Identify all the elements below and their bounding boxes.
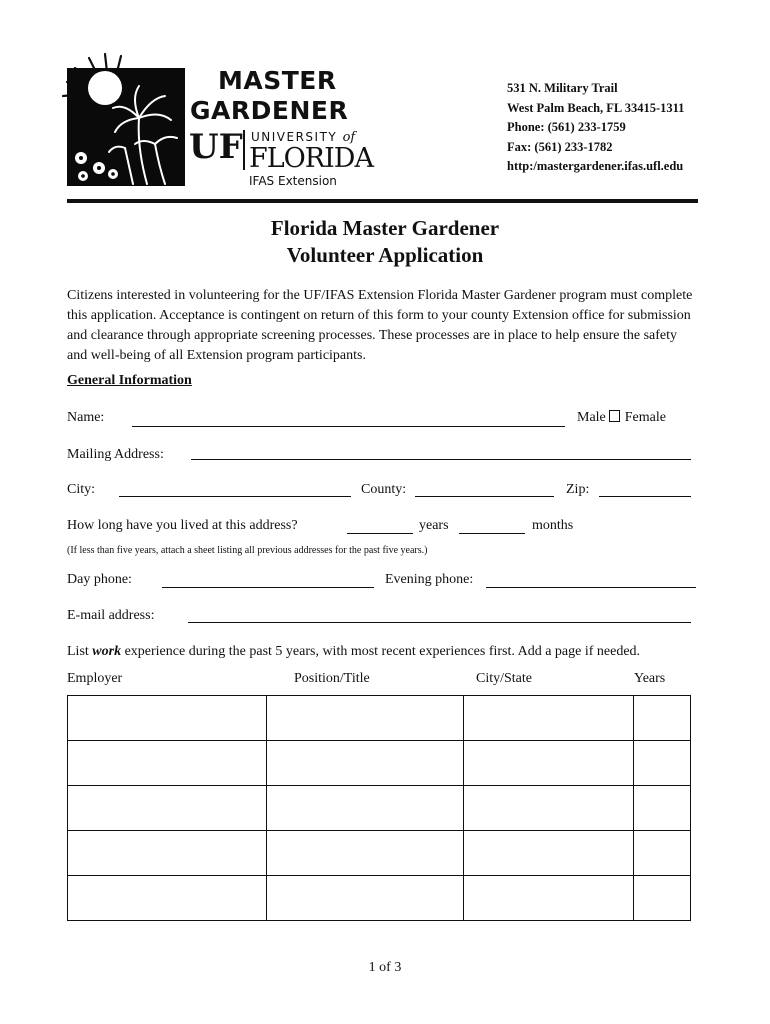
logo-ifas-extension: IFAS Extension xyxy=(249,174,337,188)
sun-palm-icon xyxy=(55,48,195,190)
logo-master: MASTER xyxy=(218,66,337,95)
address-city: West Palm Beach, FL 33415-1311 xyxy=(507,100,685,115)
form-title: Florida Master Gardener xyxy=(270,216,500,240)
city-state-cell[interactable] xyxy=(464,786,634,831)
city-state-cell[interactable] xyxy=(464,876,634,921)
months-label: months xyxy=(532,518,574,533)
years-cell[interactable] xyxy=(634,876,691,921)
table-row xyxy=(68,786,691,831)
city-state-cell[interactable] xyxy=(464,741,634,786)
years-field[interactable] xyxy=(347,533,413,534)
col-employer: Employer xyxy=(67,671,123,686)
position-cell[interactable] xyxy=(266,831,464,876)
section-heading-general: General Information xyxy=(67,373,192,388)
day-phone-label: Day phone: xyxy=(67,572,132,587)
table-row xyxy=(68,876,691,921)
county-field[interactable] xyxy=(415,496,554,497)
logo-florida: FLORIDA xyxy=(249,143,373,174)
years-cell[interactable] xyxy=(634,741,691,786)
employer-cell[interactable] xyxy=(68,741,267,786)
mailing-address-label: Mailing Address: xyxy=(67,447,164,462)
how-long-label: How long have you lived at this address? xyxy=(67,518,298,533)
position-cell[interactable] xyxy=(266,876,464,921)
mailing-address-field[interactable] xyxy=(191,459,691,460)
position-cell[interactable] xyxy=(266,741,464,786)
page-number: 1 of 3 xyxy=(368,960,402,975)
address-website: http:/mastergardener.ifas.ufl.edu xyxy=(507,159,684,173)
position-cell[interactable] xyxy=(266,786,464,831)
address-street: 531 N. Military Trail xyxy=(507,81,618,95)
city-state-cell[interactable] xyxy=(464,696,634,741)
city-state-cell[interactable] xyxy=(464,831,634,876)
col-position-title: Position/Title xyxy=(294,671,370,686)
table-row xyxy=(68,831,691,876)
position-cell[interactable] xyxy=(266,696,464,741)
logo-gardener: GARDENER xyxy=(190,96,349,125)
address-phone: Phone: (561) 233-1759 xyxy=(507,120,626,134)
male-label: Male xyxy=(577,410,606,425)
zip-field[interactable] xyxy=(599,496,691,497)
employer-cell[interactable] xyxy=(68,696,267,741)
name-field[interactable] xyxy=(132,426,565,427)
email-label: E-mail address: xyxy=(67,608,155,623)
email-field[interactable] xyxy=(188,622,691,623)
city-field[interactable] xyxy=(119,496,351,497)
employer-cell[interactable] xyxy=(68,786,267,831)
name-label: Name: xyxy=(67,410,105,425)
years-cell[interactable] xyxy=(634,786,691,831)
address-history-note: (If less than five years, attach a sheet listing all previous addresses for the past five years.) xyxy=(67,545,428,556)
evening-phone-field[interactable] xyxy=(486,587,696,588)
table-row xyxy=(68,741,691,786)
employer-cell[interactable] xyxy=(68,876,267,921)
work-experience-table xyxy=(67,695,691,921)
header-rule xyxy=(67,199,698,203)
years-label: years xyxy=(419,518,449,533)
employer-cell[interactable] xyxy=(68,831,267,876)
day-phone-field[interactable] xyxy=(162,587,374,588)
gender-checkbox[interactable] xyxy=(609,410,620,422)
gender-options xyxy=(577,410,666,426)
intro-paragraph: Citizens interested in volunteering for the UF/IFAS Extension Florida Master Gardener program must complete this application. Acceptance is contingent on return of this form to your county Extension office for submission and clearance through appropriate screening processes. These processes are in place to help ensure the safety and well-being of all Extension program participants. xyxy=(67,288,693,363)
work-experience-prompt: List work experience during the past 5 years, with most recent experiences first. Add a page if needed. xyxy=(67,644,641,659)
master-gardener-logo xyxy=(55,48,375,190)
zip-label: Zip: xyxy=(566,482,590,497)
logo-divider xyxy=(243,130,245,170)
months-field[interactable] xyxy=(459,533,525,534)
female-label: Female xyxy=(624,410,666,425)
logo-uf: UF xyxy=(189,127,243,167)
county-label: County: xyxy=(361,482,407,497)
table-row xyxy=(68,696,691,741)
office-address xyxy=(507,79,684,177)
col-city-state: City/State xyxy=(476,671,532,686)
years-cell[interactable] xyxy=(634,831,691,876)
years-cell[interactable] xyxy=(634,696,691,741)
evening-phone-label: Evening phone: xyxy=(385,572,474,587)
col-years: Years xyxy=(634,671,666,686)
city-label: City: xyxy=(67,482,96,497)
form-subtitle: Volunteer Application xyxy=(286,243,484,267)
address-fax: Fax: (561) 233-1782 xyxy=(507,139,613,154)
logo-university: UNIVERSITY of xyxy=(251,130,356,145)
